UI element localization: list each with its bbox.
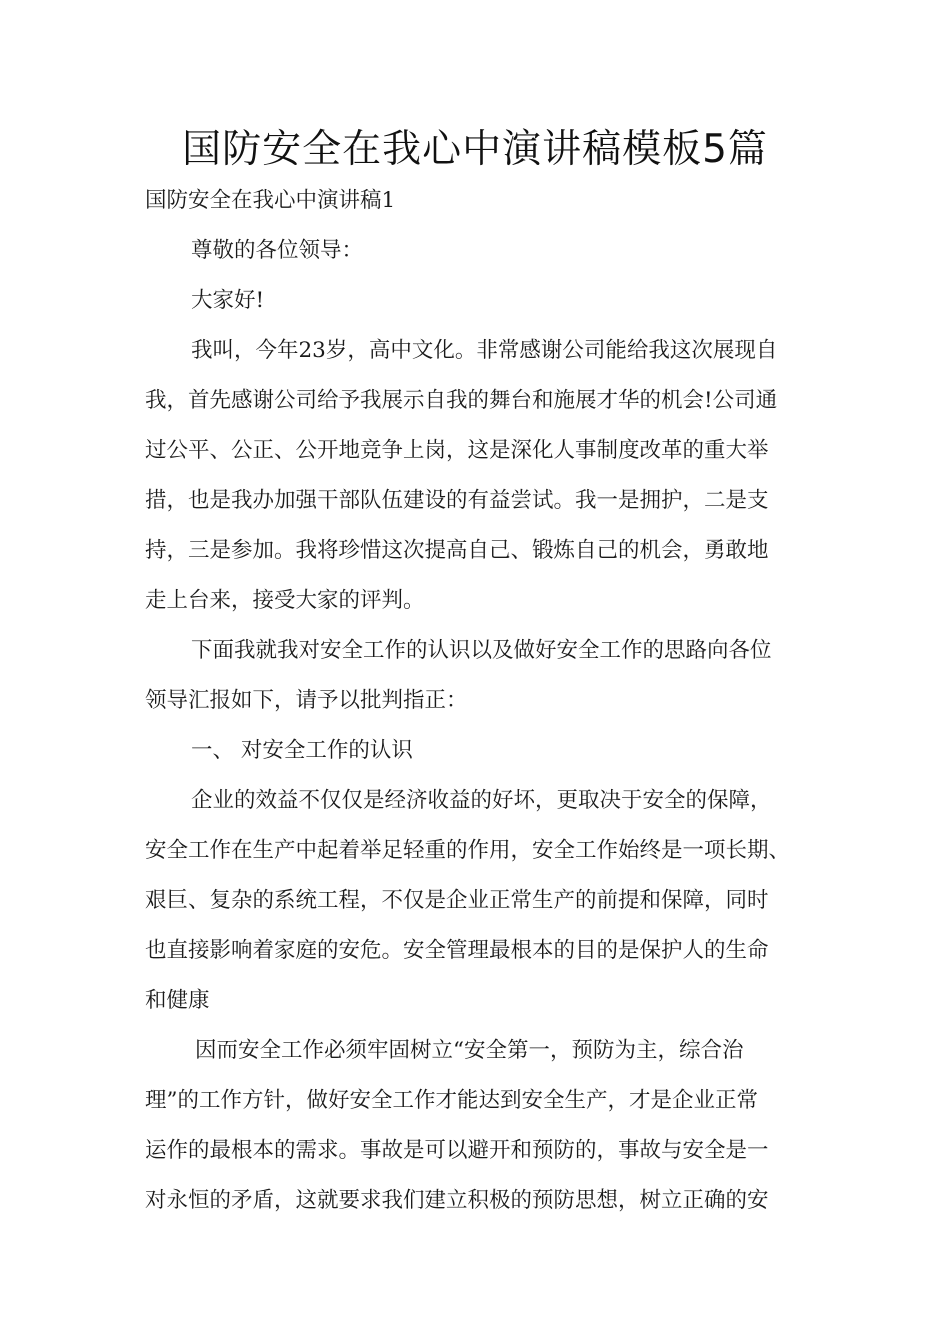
paragraph-line: 安全工作在生产中起着举足轻重的作用，安全工作始终是一项长期、 [145, 838, 791, 863]
paragraph-line: 和健康 [145, 988, 210, 1013]
paragraph-line: 措，也是我办加强干部队伍建设的有益尝试。我一是拥护，二是支 [145, 488, 769, 513]
paragraph-line: 对永恒的矛盾，这就要求我们建立积极的预防思想，树立正确的安 [145, 1188, 769, 1213]
paragraph-line: 我叫，今年23岁，高中文化。非常感谢公司能给我这次展现自 [191, 338, 778, 363]
document-title: 国防安全在我心中演讲稿模板5篇 [182, 127, 768, 172]
paragraph-line: 领导汇报如下，请予以批判指正： [145, 688, 468, 713]
paragraph-line: 我，首先感谢公司给予我展示自我的舞台和施展才华的机会!公司通 [145, 388, 778, 413]
paragraph-line: 也直接影响着家庭的安危。安全管理最根本的目的是保护人的生命 [145, 938, 769, 963]
salutation: 尊敬的各位领导： [191, 238, 364, 263]
paragraph-line: 过公平、公正、公开地竞争上岗，这是深化人事制度改革的重大举 [145, 438, 769, 463]
paragraph-line: 持，三是参加。我将珍惜这次提高自己、锻炼自己的机会，勇敢地 [145, 538, 769, 563]
paragraph-line: 下面我就我对安全工作的认识以及做好安全工作的思路向各位 [191, 638, 772, 663]
paragraph-line: 因而安全工作必须牢固树立“安全第一，预防为主，综合治 [195, 1038, 744, 1063]
paragraph-line: 走上台来，接受大家的评判。 [145, 588, 425, 613]
section-heading: 国防安全在我心中演讲稿1 [145, 188, 396, 213]
paragraph-line: 运作的最根本的需求。事故是可以避开和预防的，事故与安全是一 [145, 1138, 769, 1163]
document-body [145, 176, 810, 1226]
paragraph-line: 企业的效益不仅仅是经济收益的好坏，更取决于安全的保障， [191, 788, 772, 813]
subsection-heading: 一、 对安全工作的认识 [191, 738, 413, 763]
paragraph-line: 艰巨、复杂的系统工程，不仅是企业正常生产的前提和保障，同时 [145, 888, 769, 913]
paragraph-line: 理”的工作方针，做好安全工作才能达到安全生产，才是企业正常 [145, 1088, 758, 1113]
greeting: 大家好! [191, 288, 265, 313]
